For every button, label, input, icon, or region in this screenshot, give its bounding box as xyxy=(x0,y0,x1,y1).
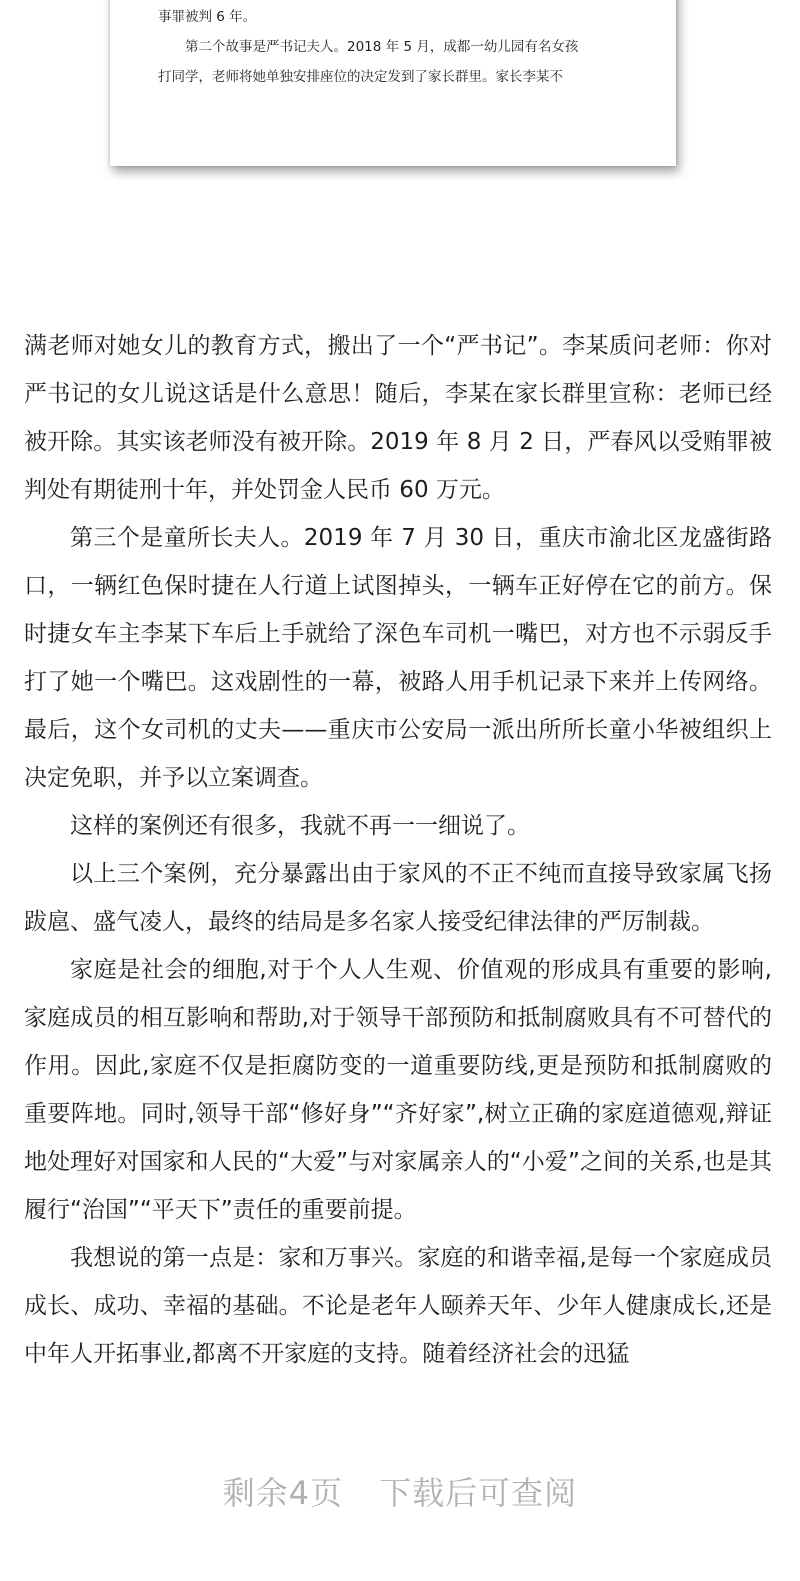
paragraph-more-cases: 这样的案例还有很多，我就不再一一细说了。 xyxy=(70,813,530,839)
paragraph-first-point: 我想说的第一点是：家和万事兴。家庭的和谐幸福,是每一个家庭成员成长、成功、幸福的基础。不论是老年人颐养天年、少年人健康成长,还是中年人开拓事业,都离不开家庭的支持。随着经济社会的迅猛 xyxy=(24,1245,772,1367)
document-body xyxy=(24,322,772,1378)
card-line: 打同学，老师将她单独安排座位的决定发到了家长群里。家长李某不 xyxy=(158,69,563,85)
remaining-pages-label: 剩余4页 xyxy=(222,1474,344,1512)
paragraph-family-role: 家庭是社会的细胞,对于个人人生观、价值观的形成具有重要的影响,家庭成员的相互影响和帮助,对于领导干部预防和抵制腐败具有不可替代的作用。因此,家庭不仅是拒腐防变的一道重要防线,更是预防和抵制腐败的重要阵地。同时,领导干部“修好身”“齐好家”,树立正确的家庭道德观,辩证地处理好对国家和人民的“大爱”与对家属亲人的“小爱”之间的关系,也是其履行“治国”“平天下”责任的重要前提。 xyxy=(24,957,772,1223)
download-to-view-label[interactable]: 下载后可查阅 xyxy=(379,1474,578,1512)
page-preview-card xyxy=(110,0,676,166)
card-line: 第二个故事是严书记夫人。2018 年 5 月，成都一幼儿园有名女孩 xyxy=(185,39,579,55)
paragraph-third-case: 第三个是童所长夫人。2019 年 7 月 30 日，重庆市渝北区龙盛街路口，一辆红色保时捷在人行道上试图掉头，一辆车正好停在它的前方。保时捷女车主李某下车后上手就给了深色车司机一嘴巴，对方也不示弱反手打了她一个嘴巴。这戏剧性的一幕，被路人用手机记录下来并上传网络。最后，这个女司机的丈夫——重庆市公安局一派出所所长童小华被组织上决定免职，并予以立案调查。 xyxy=(24,525,772,791)
paragraph-summary: 以上三个案例，充分暴露出由于家风的不正不纯而直接导致家属飞扬跋扈、盛气凌人，最终的结局是多名家人接受纪律法律的严厉制裁。 xyxy=(24,861,772,935)
card-line: 事罪被判 6 年。 xyxy=(158,9,257,25)
paragraph-continuation: 满老师对她女儿的教育方式，搬出了一个“严书记”。李某质问老师：你对严书记的女儿说这话是什么意思！随后，李某在家长群里宣称：老师已经被开除。其实该老师没有被开除。2019 年 8 月 2 日，严春风以受贿罪被判处有期徒刑十年，并处罚金人民币 60 万元。 xyxy=(24,333,772,503)
download-prompt[interactable] xyxy=(0,1466,800,1516)
